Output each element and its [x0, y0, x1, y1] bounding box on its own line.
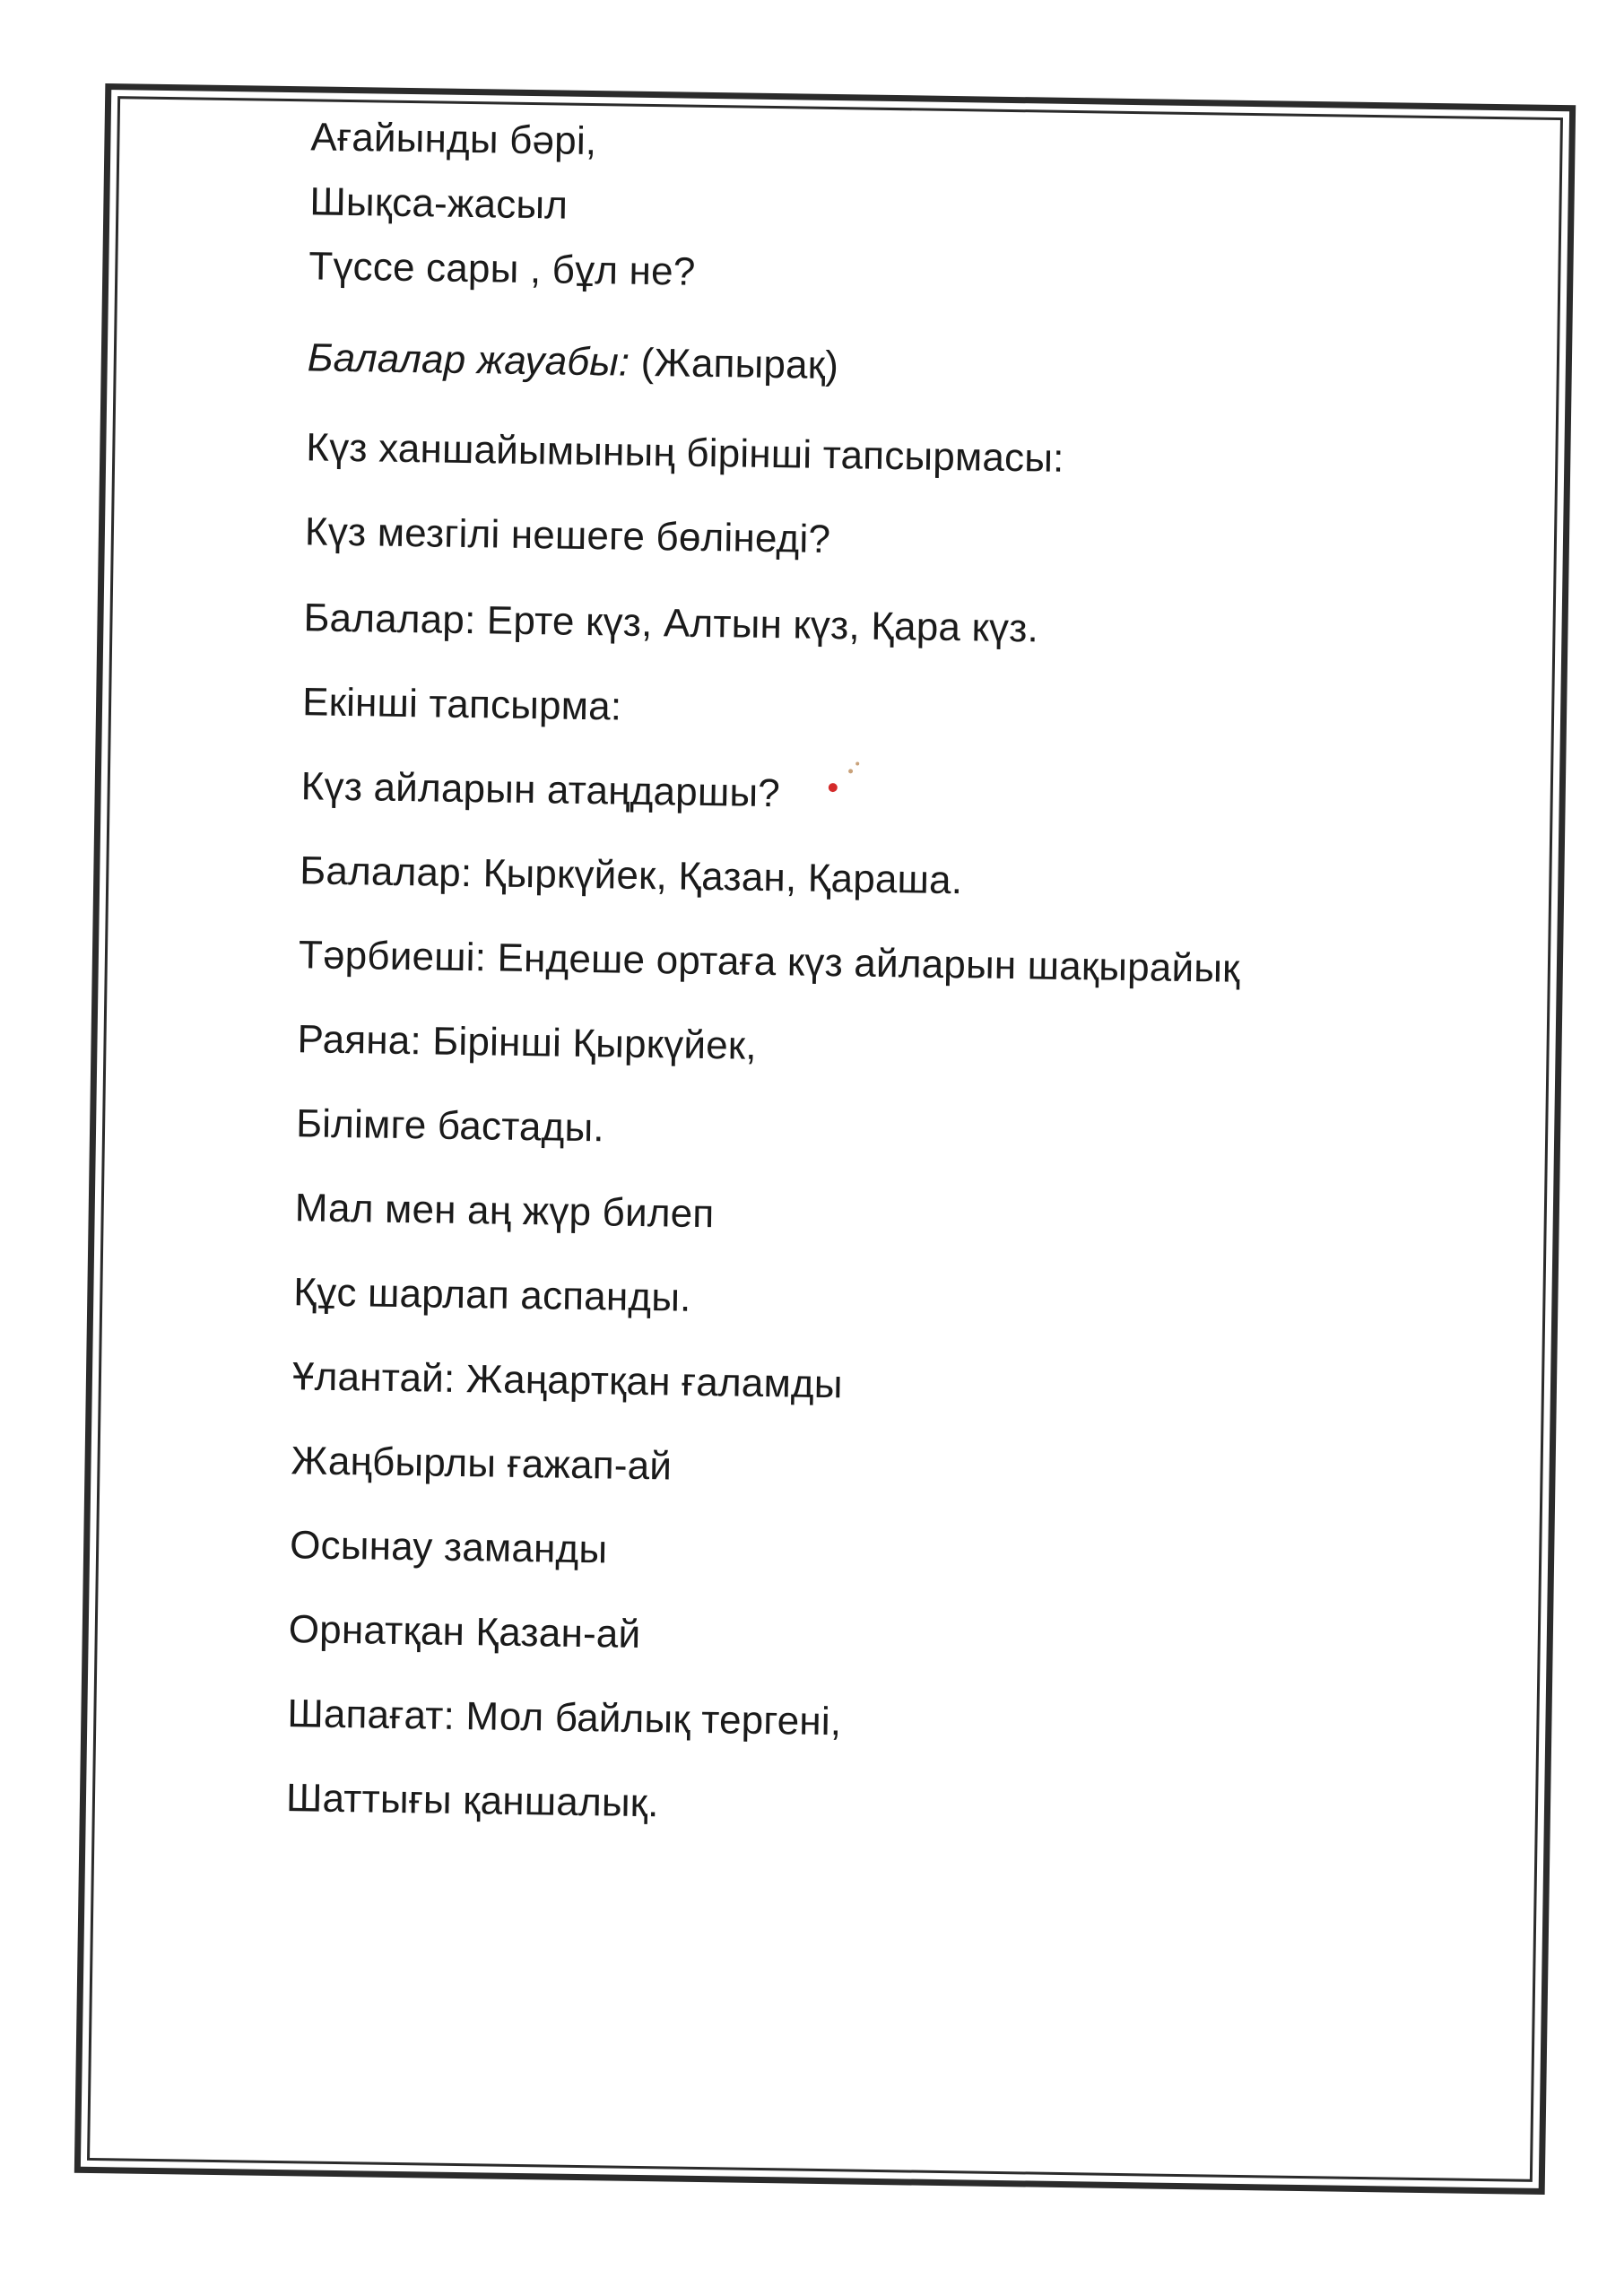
text-line: Орнатқан Қазан-ай: [288, 1607, 641, 1657]
text-line: Ұлантай: Жаңартқан ғаламды: [291, 1354, 844, 1407]
text-line: Мал мен аң жүр билеп: [294, 1186, 715, 1237]
text-line: Күз ханшайымының бірінші тапсырмасы:: [306, 425, 1064, 481]
riddle-line-3: Түссе сары , бұл не?: [308, 244, 696, 294]
ink-speck: [848, 769, 853, 773]
text-line: Екінші тапсырма:: [301, 680, 622, 729]
text-line: Жаңбырлы ғажап-ай: [291, 1439, 673, 1489]
text-line: Осынау заманды: [289, 1523, 608, 1572]
answer-label: Балалар жауабы:: [307, 335, 630, 385]
red-ink-spot: [829, 783, 838, 792]
text-line: Күз айларын атаңдаршы?: [300, 764, 781, 816]
text-line: Шапағат: Мол байлық тергені,: [287, 1692, 842, 1744]
ink-speck: [855, 761, 859, 765]
text-line: Күз мезгілі нешеге бөлінеді?: [304, 509, 831, 562]
riddle-line-2: Шықса-жасыл: [309, 179, 569, 228]
text-line: Құс шарлап аспанды.: [293, 1270, 691, 1320]
text-line: Тәрбиеші: Ендеше ортаға күз айларын шақырайық: [298, 933, 1240, 991]
answer-line: [307, 335, 838, 388]
poem-text: [74, 83, 1576, 2195]
riddle-line-1: Ағайынды бәрі,: [310, 115, 597, 164]
text-line: Білімге бастады.: [295, 1101, 605, 1151]
page-border: [74, 83, 1576, 2195]
text-line: Шаттығы қаншалық.: [285, 1776, 659, 1826]
text-line: Раяна: Бірінші Қыркүйек,: [297, 1017, 758, 1068]
text-line: Балалар: Қыркүйек, Қазан, Қараша.: [300, 848, 963, 903]
text-line: Балалар: Ерте күз, Алтын күз, Қара күз.: [303, 596, 1039, 651]
answer-text: (Жапырақ): [629, 340, 839, 388]
